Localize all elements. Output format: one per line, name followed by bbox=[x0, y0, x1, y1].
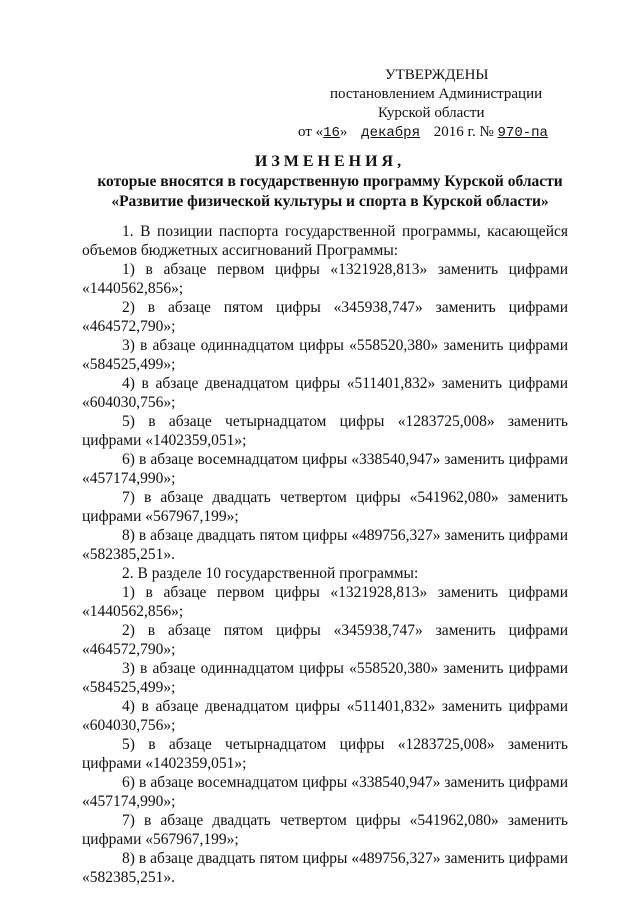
approval-region: Курской области bbox=[378, 105, 485, 121]
approval-date-line bbox=[298, 123, 600, 143]
list-item: 8) в абзаце двадцать пятом цифры «489756,327» заменить цифрами «582385,251». bbox=[82, 527, 568, 563]
heading-program-name: «Развитие физической культуры и спорта в Курской области» bbox=[111, 193, 549, 210]
list-item: 1) в абзаце первом цифры «1321928,813» заменить цифрами «1440562,856»; bbox=[82, 584, 568, 620]
section-1-intro: 1. В позиции паспорта государственной программы, касающейся объемов бюджетных ассигнований Программы: bbox=[82, 223, 568, 259]
section-2-intro: 2. В разделе 10 государственной программы: bbox=[122, 565, 419, 582]
approval-title: УТВЕРЖДЕНЫ bbox=[385, 67, 489, 83]
list-item: 2) в абзаце пятом цифры «345938,747» заменить цифрами «464572,790»; bbox=[82, 622, 568, 658]
date-suffix: 2016 г. № bbox=[429, 124, 498, 140]
list-item: 6) в абзаце восемнадцатом цифры «338540,947» заменить цифрами «457174,990»; bbox=[82, 774, 568, 810]
list-item: 2) в абзаце пятом цифры «345938,747» заменить цифрами «464572,790»; bbox=[82, 299, 568, 335]
list-item: 5) в абзаце четырнадцатом цифры «1283725,008» заменить цифрами «1402359,051»; bbox=[82, 736, 568, 772]
list-item: 3) в абзаце одиннадцатом цифры «558520,380» заменить цифрами «584525,499»; bbox=[82, 660, 568, 696]
list-item: 5) в абзаце четырнадцатом цифры «1283725,008» заменить цифрами «1402359,051»; bbox=[82, 413, 568, 449]
date-day: 16 bbox=[323, 125, 340, 141]
document-heading bbox=[60, 152, 600, 212]
list-item: 8) в абзаце двадцать пятом цифры «489756,327» заменить цифрами «582385,251». bbox=[82, 850, 568, 886]
document-body bbox=[82, 222, 568, 887]
list-item: 4) в абзаце двенадцатом цифры «511401,832» заменить цифрами «604030,756»; bbox=[82, 375, 568, 411]
list-item: 6) в абзаце восемнадцатом цифры «338540,947» заменить цифрами «457174,990»; bbox=[82, 451, 568, 487]
list-item: 4) в абзаце двенадцатом цифры «511401,832» заменить цифрами «604030,756»; bbox=[82, 698, 568, 734]
approval-issuer: постановлением Администрации bbox=[330, 86, 543, 102]
heading-title: ИЗМЕНЕНИЯ, bbox=[254, 153, 406, 170]
list-item: 7) в абзаце двадцать четвертом цифры «541962,080» заменить цифрами «567967,199»; bbox=[82, 812, 568, 848]
list-item: 7) в абзаце двадцать четвертом цифры «541962,080» заменить цифрами «567967,199»; bbox=[82, 489, 568, 525]
date-prefix: от « bbox=[298, 124, 324, 140]
date-month: декабря bbox=[361, 125, 420, 141]
list-item: 3) в абзаце одиннадцатом цифры «558520,380» заменить цифрами «584525,499»; bbox=[82, 337, 568, 373]
date-mid: » bbox=[339, 124, 352, 140]
heading-subtitle: которые вносятся в государственную программу Курской области bbox=[97, 173, 563, 190]
approval-block bbox=[298, 66, 600, 143]
decree-number: 970-па bbox=[497, 125, 548, 141]
list-item: 1) в абзаце первом цифры «1321928,813» заменить цифрами «1440562,856»; bbox=[82, 261, 568, 297]
